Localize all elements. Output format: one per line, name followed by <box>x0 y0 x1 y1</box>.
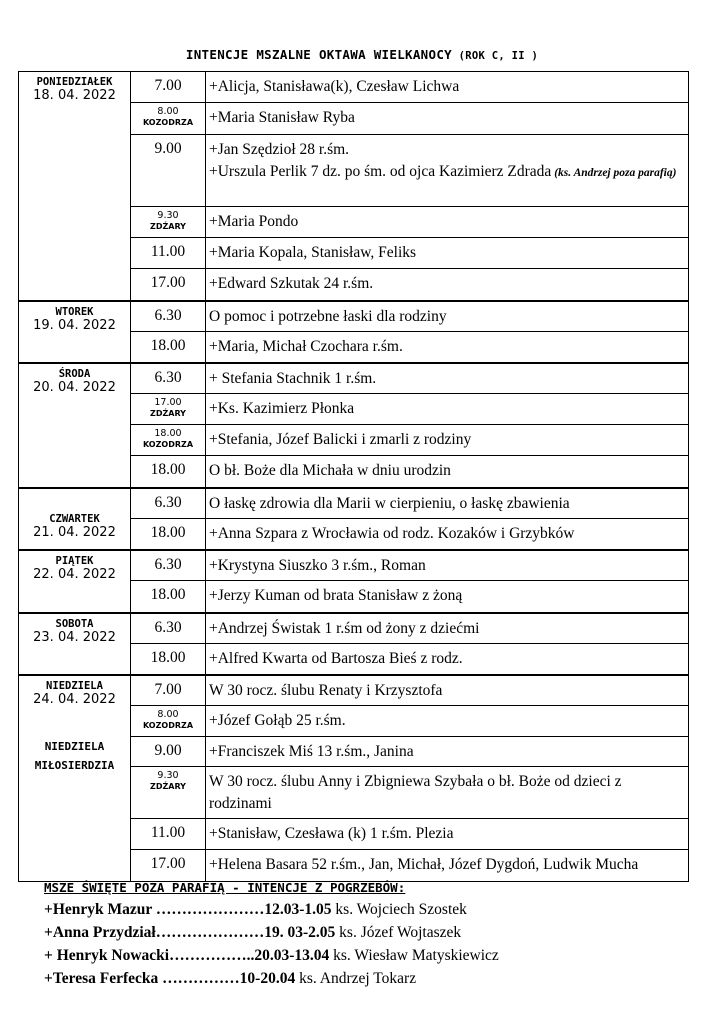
time-cell <box>131 72 206 103</box>
intention-cell <box>206 238 689 269</box>
mass-location: KOZODRZA <box>142 721 194 730</box>
intention-cell <box>206 301 689 332</box>
mass-time: 11.00 <box>150 824 186 841</box>
intention-cell <box>206 581 689 613</box>
day-date: 21. 04. 2022 <box>33 524 116 540</box>
day-cell <box>19 488 131 551</box>
title-main: INTENCJE MSZALNE OKTAWA WIELKANOCY <box>185 47 452 62</box>
mass-time: 6.30 <box>154 618 182 636</box>
mass-time: 17.00 <box>150 855 186 872</box>
intention-text: +Andrzej Świstak 1 r.śm od żony z dziećmi <box>209 619 480 637</box>
time-cell <box>131 518 206 550</box>
intention-cell <box>206 767 689 819</box>
table-row <box>19 363 689 394</box>
time-small <box>131 207 205 232</box>
mass-time: 9.30 <box>157 210 179 221</box>
day-name: SOBOTA <box>55 617 94 630</box>
mass-intentions-table <box>18 71 689 882</box>
intention-text: +Stefania, Józef Balicki i zmarli z rodziny <box>209 431 472 448</box>
table-row <box>19 72 689 103</box>
day-date: 23. 04. 2022 <box>33 629 116 645</box>
mass-time: 8.00 <box>157 106 179 117</box>
time-cell <box>131 363 206 394</box>
intention-text: W 30 rocz. ślubu Anny i Zbigniewa Szybała o bł. Boże od dzieci z rodzinami <box>209 773 622 812</box>
mass-time: 18.00 <box>150 586 186 603</box>
intention-text: +Maria, Michał Czochara r.śm. <box>209 337 403 355</box>
intention-text: +Franciszek Miś 13 r.śm., Janina <box>209 743 414 760</box>
intention-cell <box>206 425 689 456</box>
intention-text: +Maria Kopala, Stanisław, Feliks <box>209 244 417 261</box>
intention-text: +Edward Szkutak 24 r.śm. <box>209 275 374 292</box>
mass-time: 6.30 <box>154 306 182 324</box>
time-cell <box>131 238 206 269</box>
time-cell <box>131 550 206 581</box>
time-cell <box>131 301 206 332</box>
footer-priest: ks. Andrzej Tokarz <box>295 970 417 987</box>
time-cell <box>131 643 206 675</box>
intention-text: +Stanisław, Czesława (k) 1 r.śm. Plezia <box>209 825 454 842</box>
time-cell <box>131 331 206 363</box>
table-row <box>19 301 689 332</box>
day-subtitle: NIEDZIELA MIŁOSIERDZIA <box>34 740 115 772</box>
time-cell <box>131 613 206 644</box>
day-date: 19. 04. 2022 <box>33 317 116 333</box>
day-date: 24. 04. 2022 <box>33 692 116 707</box>
mass-time: 9.00 <box>154 140 182 157</box>
mass-time: 8.00 <box>157 709 179 720</box>
day-name: WTOREK <box>55 305 94 318</box>
mass-location: KOZODRZA <box>142 118 194 127</box>
intention-note: (ks. Andrzej poza parafią) <box>551 167 677 179</box>
intention-text: O pomoc i potrzebne łaski dla rodziny <box>209 307 447 325</box>
intention-text: O bł. Boże dla Michała w dniu urodzin <box>209 462 451 479</box>
time-cell <box>131 767 206 819</box>
intention-text: O łaskę zdrowia dla Marii w cierpieniu, o łaskę zbawienia <box>209 494 570 512</box>
intention-cell <box>206 550 689 581</box>
footer-priest: ks. Józef Wojtaszek <box>335 924 462 941</box>
title-year-note: (ROK C, II ) <box>451 50 539 62</box>
mass-time: 6.30 <box>154 493 182 511</box>
table-row <box>19 613 689 644</box>
mass-location: ZDŹARY <box>150 409 186 418</box>
intention-cell <box>206 675 689 706</box>
mass-location: KOZODRZA <box>142 440 194 449</box>
day-name: ŚRODA <box>58 368 91 380</box>
intention-text: W 30 rocz. ślubu Renaty i Krzysztofa <box>209 682 443 699</box>
time-cell <box>131 819 206 850</box>
intention-cell <box>206 269 689 301</box>
mass-time: 9.00 <box>154 742 182 759</box>
intention-text: +Krystyna Siuszko 3 r.śm., Roman <box>209 557 426 574</box>
footer-line <box>44 944 499 967</box>
intention-text: +Helena Basara 52 r.śm., Jan, Michał, Józef Dygdoń, Ludwik Mucha <box>209 856 639 873</box>
footer-line <box>44 898 499 921</box>
footer-line <box>44 921 499 944</box>
intention-cell <box>206 706 689 737</box>
time-small <box>131 394 205 419</box>
mass-time: 7.00 <box>154 77 182 94</box>
intention-cell <box>206 135 689 207</box>
table-row <box>19 675 689 706</box>
footer-name-dates: +Anna Przydział…………………19. 03-2.05 <box>44 924 336 941</box>
time-small <box>131 103 205 128</box>
intention-text: +Jan Szędzioł 28 r.śm. +Urszula Perlik 7 dz. po śm. od ojca Kazimierz Zdrada <box>209 141 552 180</box>
intention-cell <box>206 72 689 103</box>
footer-lines <box>44 898 499 990</box>
mass-time: 6.30 <box>154 369 182 386</box>
intention-cell <box>206 363 689 394</box>
intention-cell <box>206 207 689 238</box>
time-small <box>131 767 205 792</box>
day-date: 20. 04. 2022 <box>33 380 116 395</box>
footer-section <box>44 880 499 990</box>
mass-time: 11.00 <box>150 243 186 260</box>
time-cell <box>131 103 206 135</box>
footer-priest: ks. Wojciech Szostek <box>331 901 467 918</box>
time-cell <box>131 394 206 425</box>
intention-cell <box>206 103 689 135</box>
footer-line <box>44 967 499 990</box>
day-cell <box>19 550 131 613</box>
intention-cell <box>206 331 689 363</box>
day-name: CZWARTEK <box>49 512 100 525</box>
intention-text: + Stefania Stachnik 1 r.śm. <box>209 370 377 387</box>
time-cell <box>131 737 206 767</box>
footer-priest: ks. Wiesław Matyskiewicz <box>329 947 499 964</box>
footer-name-dates: +Teresa Ferfecka ……………10-20.04 <box>44 970 296 987</box>
day-name: PIĄTEK <box>55 555 94 567</box>
day-cell <box>19 675 131 882</box>
intention-text: +Anna Szpara z Wrocławia od rodz. Kozaków i Grzybków <box>209 524 575 542</box>
mass-time: 17.00 <box>150 274 186 291</box>
intention-cell <box>206 737 689 767</box>
day-cell <box>19 363 131 488</box>
intention-text: +Alicja, Stanisława(k), Czesław Lichwa <box>209 78 460 95</box>
time-cell <box>131 850 206 882</box>
mass-time: 18.00 <box>150 461 186 478</box>
intention-text: +Józef Gołąb 25 r.śm. <box>209 712 346 729</box>
intention-cell <box>206 819 689 850</box>
day-date: 18. 04. 2022 <box>33 88 116 103</box>
mass-time: 18.00 <box>150 523 186 541</box>
time-small <box>131 706 205 731</box>
time-small <box>131 425 205 450</box>
mass-time: 17.00 <box>154 397 182 408</box>
mass-time: 18.00 <box>150 336 186 354</box>
time-cell <box>131 135 206 207</box>
time-cell <box>131 269 206 301</box>
intention-cell <box>206 613 689 644</box>
time-cell <box>131 207 206 238</box>
day-cell <box>19 301 131 364</box>
mass-location: ZDŹARY <box>150 782 186 791</box>
intention-cell <box>206 850 689 882</box>
mass-time: 18.00 <box>150 648 186 666</box>
mass-time: 6.30 <box>154 556 182 573</box>
time-cell <box>131 706 206 737</box>
intention-text: +Jerzy Kuman od brata Stanisław z żoną <box>209 587 463 604</box>
footer-name-dates: +Henryk Mazur …………………12.03-1.05 <box>44 901 332 918</box>
day-name: PONIEDZIAŁEK <box>36 76 113 88</box>
time-cell <box>131 675 206 706</box>
table-row <box>19 488 689 519</box>
footer-heading: MSZE ŚWIĘTE POZA PARAFIĄ - INTENCJE Z POGRZEBÓW: <box>44 880 406 895</box>
intention-cell <box>206 394 689 425</box>
time-cell <box>131 425 206 456</box>
intention-cell <box>206 643 689 675</box>
time-cell <box>131 456 206 488</box>
time-cell <box>131 581 206 613</box>
intention-cell <box>206 456 689 488</box>
intention-text: +Maria Pondo <box>209 213 299 230</box>
mass-time: 7.00 <box>154 681 182 698</box>
day-cell <box>19 613 131 676</box>
intention-cell <box>206 518 689 550</box>
day-name: NIEDZIELA <box>46 680 103 692</box>
day-cell <box>19 72 131 301</box>
footer-name-dates: + Henryk Nowacki……………..20.03-13.04 <box>44 947 330 964</box>
day-date: 22. 04. 2022 <box>33 567 116 582</box>
mass-location: ZDŹARY <box>150 222 186 231</box>
table-row <box>19 550 689 581</box>
time-cell <box>131 488 206 519</box>
intention-text: +Alfred Kwarta od Bartosza Bieś z rodz. <box>209 649 463 667</box>
intention-text: +Ks. Kazimierz Płonka <box>209 400 355 417</box>
page-title <box>0 47 724 62</box>
mass-time: 18.00 <box>154 428 182 439</box>
mass-time: 9.30 <box>157 770 179 781</box>
intention-text: +Maria Stanisław Ryba <box>209 109 355 126</box>
intention-cell <box>206 488 689 519</box>
